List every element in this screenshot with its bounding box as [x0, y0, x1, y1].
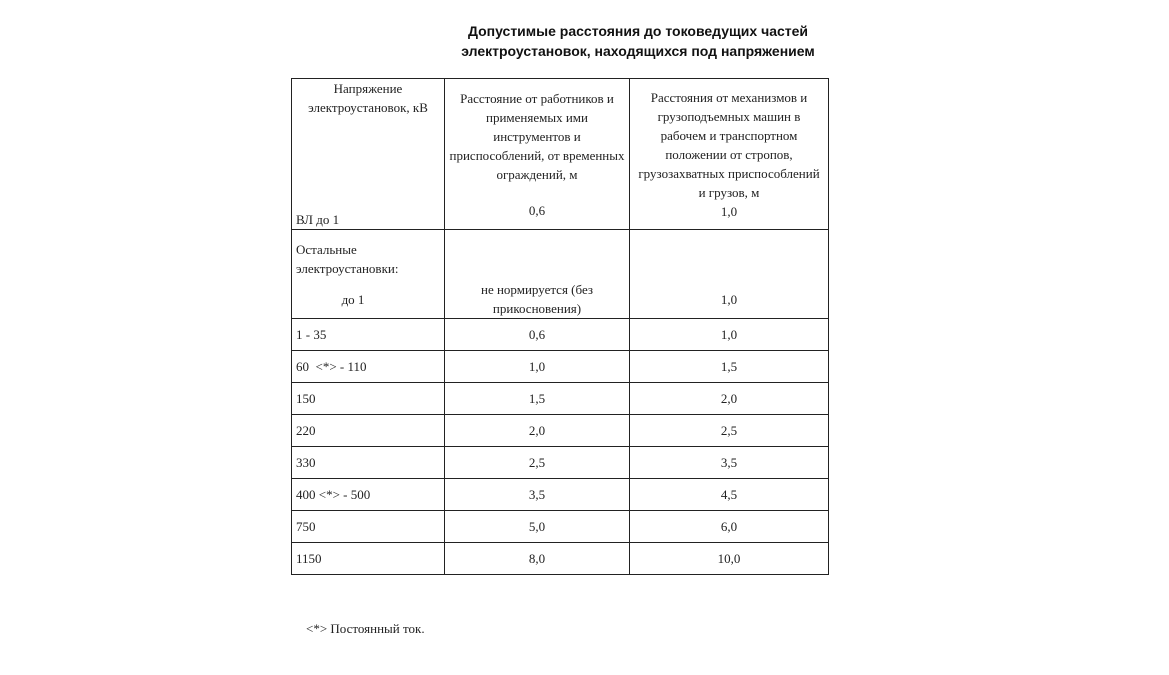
other-machines-value: 1,0 [720, 291, 738, 307]
voltage-cell: 150 [292, 383, 445, 415]
table-header-row [292, 79, 829, 230]
other-voltage-cell [292, 230, 445, 319]
table-row [292, 415, 829, 447]
other-sub-label: до 1 [341, 291, 365, 307]
other-machines-cell [630, 230, 829, 319]
machines-cell: 2,0 [630, 383, 829, 415]
other-workers-cell [445, 230, 630, 319]
voltage-cell: 330 [292, 447, 445, 479]
machines-cell: 3,5 [630, 447, 829, 479]
machines-cell: 1,5 [630, 351, 829, 383]
workers-cell: 0,6 [445, 319, 630, 351]
header-cell-workers [445, 79, 630, 230]
vl-machines-value: 1,0 [720, 203, 738, 219]
workers-cell: 1,0 [445, 351, 630, 383]
footnote: <*> Постоянный ток. [306, 621, 425, 636]
machines-cell: 1,0 [630, 319, 829, 351]
voltage-cell: 220 [292, 415, 445, 447]
table-row [292, 319, 829, 351]
header-machines-label: Расстояния от механизмов и грузоподъемных машин в рабочем и транспортном положении от стропов, грузозахватных приспособлений и грузов, м [638, 89, 820, 200]
table-row [292, 351, 829, 383]
header-cell-machines [630, 79, 829, 230]
voltage-cell: 1 - 35 [292, 319, 445, 351]
workers-cell: 2,0 [445, 415, 630, 447]
workers-cell: 2,5 [445, 447, 630, 479]
voltage-cell: 750 [292, 511, 445, 543]
workers-cell: 8,0 [445, 543, 630, 575]
workers-cell: 3,5 [445, 479, 630, 511]
header-voltage-label: Напряжение электроустановок, кВ [308, 81, 428, 115]
table-row [292, 511, 829, 543]
workers-cell: 1,5 [445, 383, 630, 415]
page-title [380, 21, 896, 61]
voltage-cell: 400 <*> - 500 [292, 479, 445, 511]
machines-cell: 10,0 [630, 543, 829, 575]
header-workers-label: Расстояние от работников и применяемых ими инструментов и приспособлений, от временных ограждений, м [449, 90, 625, 182]
voltage-cell: 1150 [292, 543, 445, 575]
machines-cell: 2,5 [630, 415, 829, 447]
vl-workers-value: 0,6 [528, 202, 546, 218]
title-line-2: электроустановок, находящихся под напряжением [461, 43, 815, 59]
other-workers-value: не нормируется (без прикосновения) [480, 282, 594, 316]
header-cell-voltage [292, 79, 445, 230]
table-row-other [292, 230, 829, 319]
title-line-1: Допустимые расстояния до токоведущих частей [467, 23, 809, 39]
machines-cell: 4,5 [630, 479, 829, 511]
workers-cell: 5,0 [445, 511, 630, 543]
voltage-cell: 60 <*> - 110 [292, 351, 445, 383]
table-row [292, 479, 829, 511]
distances-table [291, 78, 829, 575]
machines-cell: 6,0 [630, 511, 829, 543]
table-row [292, 447, 829, 479]
table-row [292, 543, 829, 575]
other-group-label: Остальные электроустановки: [296, 241, 399, 276]
vl-voltage-value: ВЛ до 1 [296, 212, 340, 227]
table-row [292, 383, 829, 415]
